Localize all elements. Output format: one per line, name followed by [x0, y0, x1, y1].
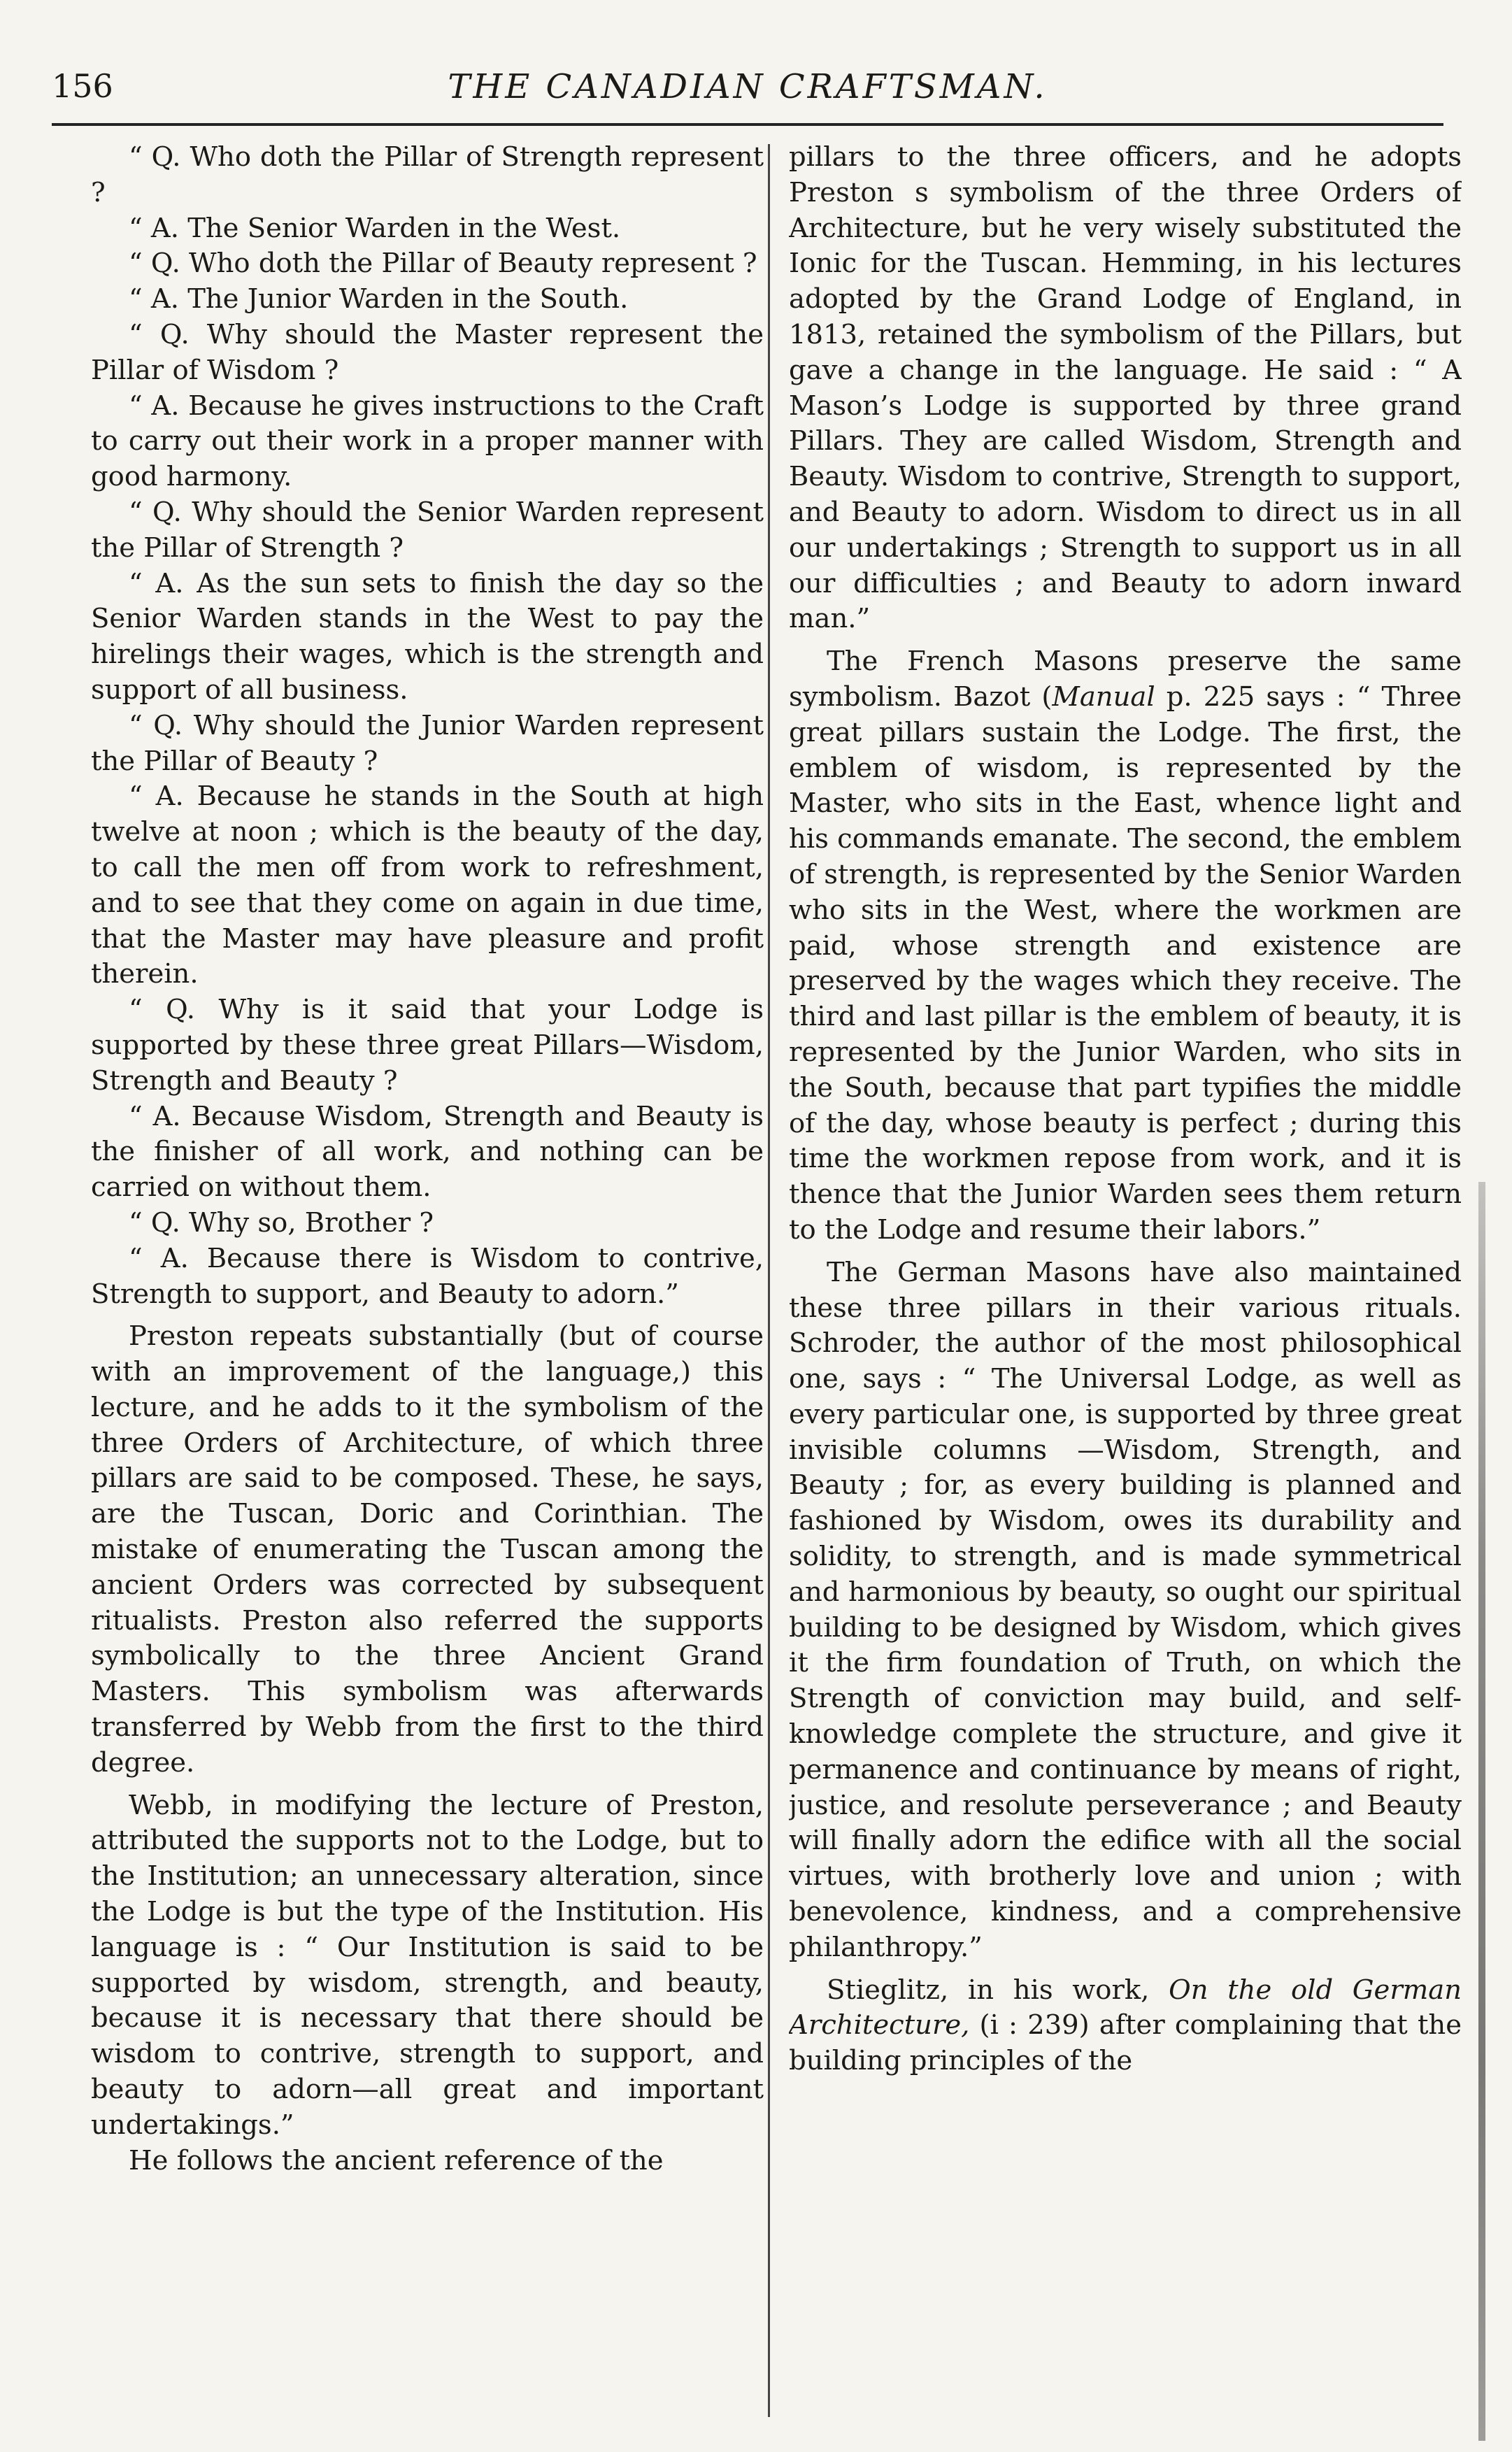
body-paragraph: Webb, in modifying the lecture of Preston, attributed the supports not to the Lodge, but to the Institution; an unnecessary alteration, since the Lodge is but the type of the Institution. His language is : “ Our Institution is said to be supported by wisdom, strength, and beauty, because it is necessary that there should be wisdom to contrive, strength to support, and beauty to adorn—all great and important undertakings.”: [91, 1789, 764, 2141]
body-paragraph: pillars to the three officers, and he adopts Preston s symbolism of the three Orders of Architecture, but he very wisely substituted the Ionic for the Tuscan. Hemming, in his lectures adopted by the Grand Lodge of England, in 1813, retained the symbolism of the Pillars, but gave a change in the language. He said : “ A Mason’s Lodge is supported by three grand Pillars. They are called Wisdom, Strength and Beauty. Wisdom to contrive, Strength to support, and Beauty to adorn. Wisdom to direct us in all our undertakings ; Strength to support us in all our difficulties ; and Beauty to adorn inward man.”: [789, 141, 1462, 635]
body-paragraph: [789, 1973, 1462, 2079]
running-title: THE CANADIAN CRAFTSMAN.: [448, 67, 1048, 106]
italic-title: Manual: [1052, 680, 1155, 713]
page-header: [52, 67, 1443, 127]
catechism-line: “ A. As the sun sets to finish the day so the Senior Warden stands in the West to pay the hirelings their wages, which is the strength and support of all business.: [91, 567, 764, 706]
italic-title: On the old German Architecture,: [789, 1974, 1462, 2041]
header-rule: [52, 123, 1443, 126]
page-edge-shadow: [1478, 1182, 1485, 2441]
catechism-line: “ A. The Junior Warden in the South.: [129, 283, 629, 315]
text-run: p. 225 says : “ Three great pillars sustain the Lodge. The first, the emblem of wisdom, is represented by the Master, who sits in the East, whence light and his commands emanate. The second, the emblem of strength, is represented by the Senior Warden who sits in the West, where the workmen are paid, whose strength and existence are preserved by the wages which they receive. The third and last pillar is the emblem of beauty, it is represented by the Junior Warden, who sits in the South, because that part typifies the middle of the day, whose beauty is perfect ; during this time the workmen repose from work, and it is thence that the Junior Warden sees them return to the Lodge and resume their labors.”: [789, 680, 1462, 1246]
column-divider: [768, 144, 770, 2417]
catechism-line: “ A. The Senior Warden in the West.: [129, 212, 621, 244]
page-number: 156: [52, 67, 113, 105]
text-run: The French Masons preserve the same symbolism. Bazot (: [789, 646, 1462, 713]
catechism-line: “ A. Because there is Wisdom to contrive, Strength to support, and Beauty to adorn.”: [91, 1242, 764, 1310]
body-paragraph: He follows the ancient reference of the: [129, 2144, 664, 2176]
body-paragraph: Preston repeats substantially (but of course with an improvement of the language,) this lecture, and he adds to it the symbolism of the three Orders of Architecture, of which three pillars are said to be composed. These, he says, are the Tuscan, Doric and Corinthian. The mistake of enumerating the Tuscan among the ancient Orders was corrected by subsequent ritualists. Preston also referred the supports symbolically to the three Ancient Grand Masters. This symbolism was afterwards transferred by Webb from the first to the third degree.: [91, 1320, 764, 1779]
right-column: [789, 140, 1462, 2420]
catechism-line: “ A. Because he stands in the South at high twelve at noon ; which is the beauty of the day, to call the men off from work to refreshment, and to see that they come on again in due time, that the Master may have pleasure and profit therein.: [91, 780, 764, 990]
catechism-line: “ Q. Why should the Senior Warden represent the Pillar of Strength ?: [91, 496, 764, 564]
body-paragraph: [789, 644, 1462, 1248]
left-column: [91, 140, 764, 2420]
catechism-line: “ A. Because Wisdom, Strength and Beauty is the finisher of all work, and nothing can be carried on without them.: [91, 1100, 764, 1204]
catechism-line: “ Q. Why should the Master represent the Pillar of Wisdom ?: [91, 318, 764, 386]
catechism-line: “ Q. Who doth the Pillar of Strength represent ?: [91, 141, 764, 208]
text-run: Stieglitz, in his work,: [827, 1974, 1169, 2006]
text-run: (i : 239) after complaining that the building principles of the: [789, 2009, 1462, 2077]
catechism-line: “ Q. Why so, Brother ?: [129, 1206, 434, 1239]
body-paragraph: The German Masons have also maintained these three pillars in their various rituals. Schroder, the author of the most philosophical one, says : “ The Universal Lodge, as well as every particular one, is supported by three great invisible columns —Wisdom, Strength, and Beauty ; for, as every building is planned and fashioned by Wisdom, owes its durability and solidity, to strength, and is made symmetrical and harmonious by beauty, so ought our spiritual building to be designed by Wisdom, which gives it the firm foundation of Truth, on which the Strength of conviction may build, and self-knowledge complete the structure, and give it permanence and continuance by means of right, justice, and resolute perseverance ; and Beauty will finally adorn the edifice with all the social virtues, with brotherly love and union ; with benevolence, kindness, and a comprehensive philanthropy.”: [789, 1256, 1462, 1963]
catechism-line: “ A. Because he gives instructions to the Craft to carry out their work in a proper manner with good harmony.: [91, 390, 764, 493]
catechism-line: “ Q. Why should the Junior Warden represent the Pillar of Beauty ?: [91, 709, 764, 777]
catechism-line: “ Q. Who doth the Pillar of Beauty represent ?: [129, 248, 757, 280]
catechism-line: “ Q. Why is it said that your Lodge is supported by these three great Pillars—Wisdom, Strength and Beauty ?: [91, 994, 764, 1097]
